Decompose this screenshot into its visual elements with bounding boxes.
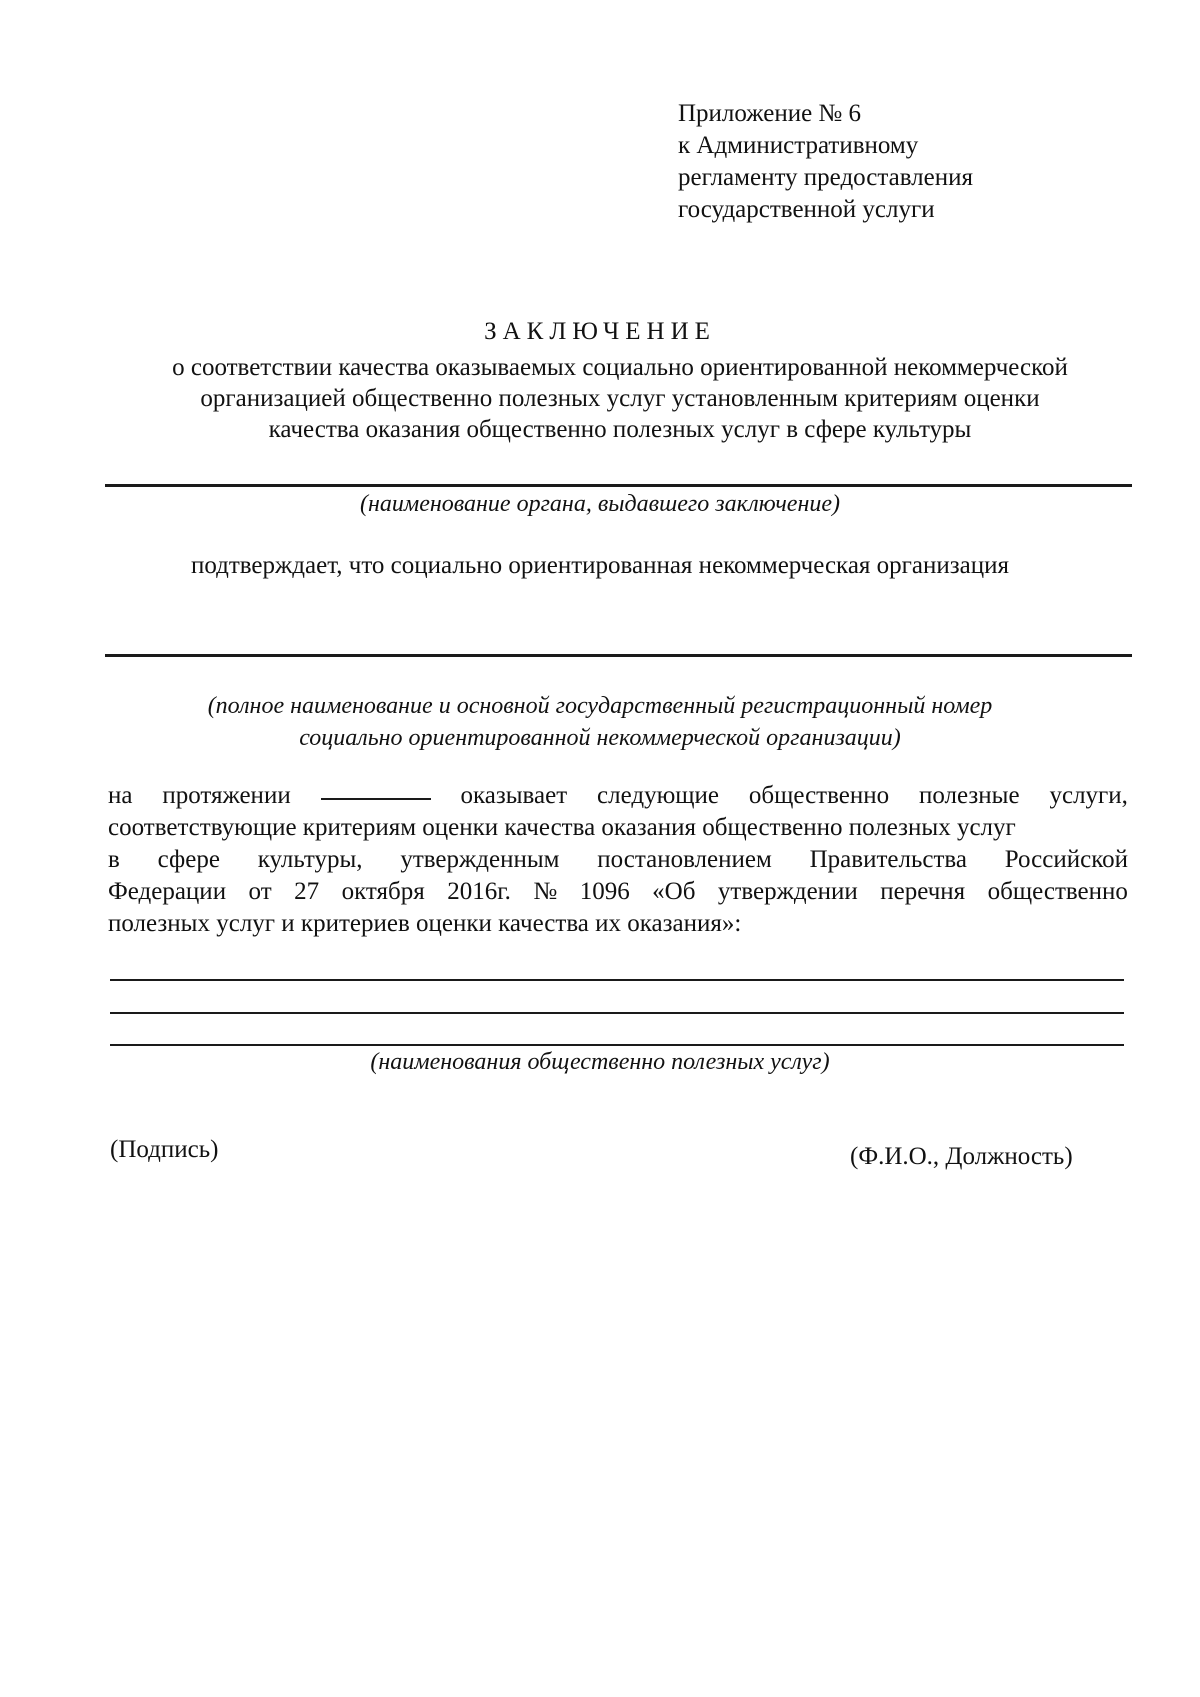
body-text-run: соответствующие критериям оценки качества оказания общественно полезных услуг xyxy=(108,814,1016,841)
issuer-fill-line xyxy=(105,484,1132,487)
body-word: следующие xyxy=(597,782,719,809)
body-line-4 xyxy=(108,876,1128,908)
body-word: «Об xyxy=(652,878,696,905)
body-word: перечня xyxy=(880,878,966,905)
body-word: постановлением xyxy=(597,846,772,873)
body-word: общественно xyxy=(987,878,1128,905)
name-position-label: (Ф.И.О., Должность) xyxy=(850,1143,1073,1170)
body-word: протяжении xyxy=(162,782,291,809)
body-word: Российской xyxy=(1004,846,1128,873)
body-word: полезные xyxy=(919,782,1020,809)
document-subtitle xyxy=(90,352,1150,445)
appendix-line-2: к Административному xyxy=(678,132,919,159)
signature-label: (Подпись) xyxy=(110,1136,219,1163)
body-line-2 xyxy=(108,812,1128,844)
body-word: 27 xyxy=(294,878,320,905)
organization-caption-line-1: (полное наименование и основной государственный регистрационный номер xyxy=(207,693,993,719)
body-word: в xyxy=(108,846,120,873)
body-word: от xyxy=(248,878,272,905)
body-word: на xyxy=(108,782,133,809)
body-word: общественно xyxy=(748,782,890,809)
body-paragraph xyxy=(108,780,1128,940)
body-word: сфере xyxy=(157,846,220,873)
body-word: культуры, xyxy=(257,846,363,873)
body-word: услуги, xyxy=(1049,782,1128,809)
body-word: оказывает xyxy=(460,782,568,809)
appendix-line-1: Приложение № 6 xyxy=(678,100,862,127)
period-blank xyxy=(321,780,431,800)
body-line-3 xyxy=(108,844,1128,876)
appendix-line-4: государственной услуги xyxy=(678,196,935,223)
body-line-5 xyxy=(108,908,1128,940)
body-word: Федерации xyxy=(108,878,227,905)
body-word: № xyxy=(533,878,558,905)
body-text-run: полезных услуг и критериев оценки качества их оказания»: xyxy=(108,910,742,937)
services-fill-line-1 xyxy=(110,979,1124,981)
body-line-1 xyxy=(108,780,1128,812)
body-word: октября xyxy=(341,878,425,905)
organization-caption xyxy=(0,690,1200,754)
subtitle-line-1: о соответствии качества оказываемых социально ориентированной некоммерческой xyxy=(172,354,1068,381)
appendix-header xyxy=(678,98,973,226)
confirmation-text: подтверждает, что социально ориентированная некоммерческая организация xyxy=(190,552,1010,579)
services-fill-line-2 xyxy=(110,1012,1124,1014)
body-word: утверждении xyxy=(717,878,858,905)
body-word: 1096 xyxy=(579,878,630,905)
services-caption: (наименования общественно полезных услуг) xyxy=(370,1049,830,1075)
body-word: утвержденным xyxy=(400,846,560,873)
organization-fill-line xyxy=(105,654,1132,657)
subtitle-line-2: организацией общественно полезных услуг установленным критериям оценки xyxy=(200,385,1040,412)
appendix-line-3: регламенту предоставления xyxy=(678,164,974,191)
issuer-caption: (наименование органа, выдавшего заключение) xyxy=(359,491,840,517)
document-title: ЗАКЛЮЧЕНИЕ xyxy=(484,318,716,345)
organization-caption-line-2: социально ориентированной некоммерческой организации) xyxy=(299,725,901,751)
body-word: Правительства xyxy=(809,846,967,873)
subtitle-line-3: качества оказания общественно полезных услуг в сфере культуры xyxy=(268,416,972,443)
body-word: 2016г. xyxy=(447,878,511,905)
